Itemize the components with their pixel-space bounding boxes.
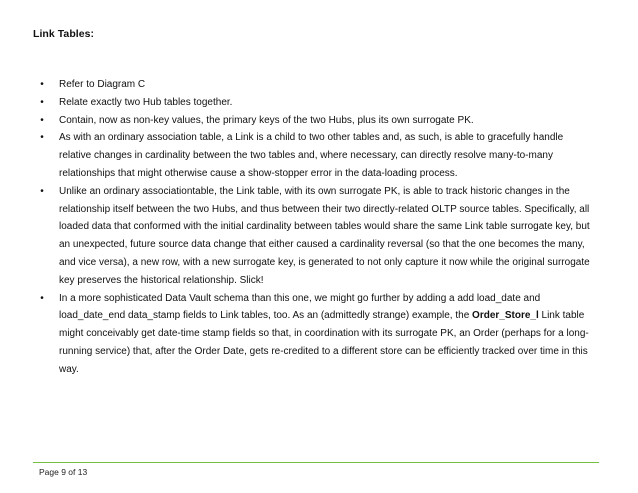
list-item [37,94,597,112]
section-title: Link Tables: [33,28,95,40]
list-item [37,290,597,379]
bullet-text: Contain, now as non-key values, the primary keys of the two Hubs, plus its own surrogate PK. [59,114,474,126]
bullet-icon: • [40,132,44,144]
list-item [37,129,597,182]
list-item [37,183,597,290]
table-name-emphasis: Order_Store_l [472,310,539,322]
bullet-text-after: Link table might conceivably get date-time stamp fields so that, in coordination with its surrogate PK, an Order (perhaps for a long-running service) that, after the Order Date, gets re-credited to a different store can be efficiently tracked over time in this way. [59,310,589,375]
bullet-icon: • [40,292,44,304]
bullet-text-before: In a more sophisticated Data Vault schema than this one, we might go further by adding a add load_date and load_date_end data_stamp fields to Link tables, too. As an (admittedly strange) example, the [59,292,541,322]
footer-divider [33,462,599,463]
bullet-text: Refer to Diagram C [59,79,146,90]
page-number: Page 9 of 13 [39,467,88,477]
bullet-icon: • [40,114,44,126]
bullet-icon: • [40,185,44,197]
list-item [37,112,597,130]
bullet-text: Relate exactly two Hub tables together. [59,96,233,108]
bullet-icon: • [40,96,44,108]
bullet-list [37,76,597,379]
bullet-icon: • [40,79,44,90]
bullet-text: As with an ordinary association table, a Link is a child to two other tables and, as such, is able to gracefully handle relative changes in cardinality between the two tables and, where necessary, can directly resolve many-to-many relationships that might otherwise cause a show-stopper error in the data-loading process. [59,132,564,179]
bullet-text: Unlike an ordinary associationtable, the Link table, with its own surrogate PK, is able to track historic changes in the relationship itself between the two Hubs, and thus between their two directly-related OLTP source tables. Specifically, all loaded data that conformed with the initial cardinality between tables would share the same Link table surrogate key, but an unexpected, future source data change that either caused a cardinality reversal (so that the one becomes the many, and vice versa), a new row, with a new surrogate key, is generated to not only capture it now while the original surrogate key preserves the historical relationship. Slick! [59,185,590,286]
list-item [37,76,597,94]
